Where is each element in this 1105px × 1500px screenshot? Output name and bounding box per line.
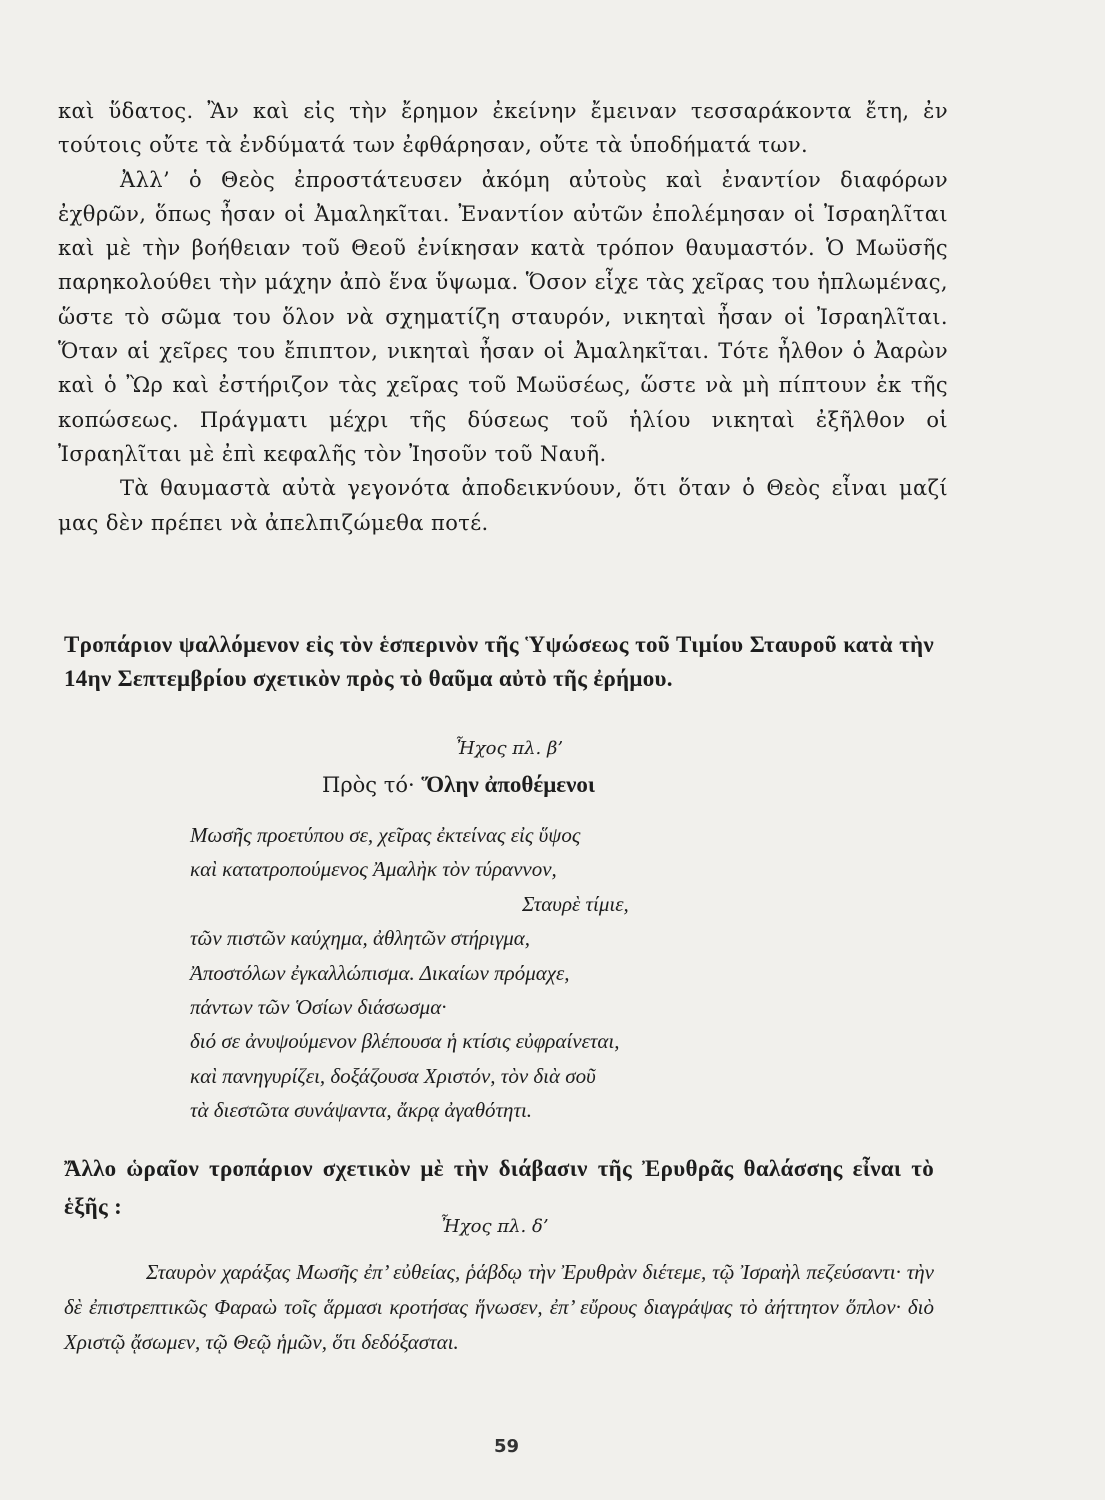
hymn-1-line: καὶ κατατροπούμενος Ἀμαλὴκ τὸν τύραννον, (190, 857, 557, 882)
section-heading-troparion: Τροπάριον ψαλλόμενον εἰς τὸν ἑσπερινὸν τῆς Ὑψώσεως τοῦ Τιμίου Σταυροῦ κατὰ τὴν 14ην Σεπτεμβρίου σχετικὸν πρὸς τὸ θαῦμα αὐτὸ τῆς ἐρήμου. (64, 632, 934, 691)
tone-label-2: Ἦχος πλ. δ’ (440, 1216, 549, 1237)
hymn-1-line: Μωσῆς προετύπου σε, χεῖρας ἐκτείνας εἰς ὕψος (190, 823, 581, 847)
section-heading-red-sea: Ἄλλο ὡραῖον τροπάριον σχετικὸν μὲ τὴν διάβασιν τῆς Ἐρυθρᾶς θαλάσσης εἶναι τὸ ἑξῆς : (64, 1156, 934, 1219)
hymn-1 (190, 818, 629, 1128)
paragraph-1: καὶ ὕδατος. Ἂν καὶ εἰς τὴν ἔρημον ἐκείνην ἔμειναν τεσσαράκοντα ἔτη, ἐν τούτοις οὔτε τὰ ἐνδύματά των ἐφθάρησαν, οὔτε τὰ ὑποδήματά των. (58, 99, 948, 158)
prosomoion-prefix: Πρὸς τό· (322, 773, 415, 797)
hymn-1-line: καὶ πανηγυρίζει, δοξάζουσα Χριστόν, τὸν διὰ σοῦ (190, 1063, 596, 1088)
prosomoion-line (322, 772, 595, 798)
hymn-1-line: τὰ διεστῶτα συνάψαντα, ἄκρᾳ ἀγαθότητι. (190, 1098, 533, 1123)
hymn-1-line: διό σε ἀνυψούμενον βλέπουσα ἡ κτίσις εὐφραίνεται, (190, 1029, 620, 1054)
paragraph-3: Τὰ θαυμαστὰ αὐτὰ γεγονότα ἀποδεικνύουν, ὅτι ὅταν ὁ Θεὸς εἶναι μαζί μας δὲν πρέπει νὰ ἀπελπιζώμεθα ποτέ. (58, 476, 948, 535)
hymn-1-line: τῶν πιστῶν καύχημα, ἀθλητῶν στήριγμα, (190, 926, 531, 951)
hymn-2-text: Σταυρὸν χαράξας Μωσῆς ἐπ’ εὐθείας, ῥάβδῳ τὴν Ἐρυθρὰν διέτεμε, τῷ Ἰσραὴλ πεζεύσαντι· τὴν δὲ ἐπιστρεπτικῶς Φαραὼ τοῖς ἅρμασι κροτήσας ἥνωσεν, ἐπ’ εὔρους διαγράψας τὸ ἀήττητον ὅπλον· διὸ Χριστῷ ᾄσωμεν, τῷ Θεῷ ἡμῶν, ὅτι δεδόξασται. (64, 1260, 934, 1354)
page-number: 59 (494, 1436, 520, 1457)
hymn-1-line: Σταυρὲ τίμιε, (522, 891, 629, 916)
paragraph-2: Ἀλλ’ ὁ Θεὸς ἐπροστάτευσεν ἀκόμη αὐτοὺς καὶ ἐναντίον διαφόρων ἐχθρῶν, ὅπως ἦσαν οἱ Ἀμαληκῖται. Ἐναντίον αὐτῶν ἐπολέμησαν οἱ Ἰσραηλῖται καὶ μὲ τὴν βοήθειαν τοῦ Θεοῦ ἐνίκησαν κατὰ τρόπον θαυμαστόν. Ὁ Μωϋσῆς παρηκολούθει τὴν μάχην ἀπὸ ἕνα ὕψωμα. Ὅσον εἶχε τὰς χεῖρας του ἡπλωμένας, ὥστε τὸ σῶμα του ὅλον νὰ σχηματίζη σταυρόν, νικηταὶ ἦσαν οἱ Ἰσραηλῖται. Ὅταν αἱ χεῖρες του ἔπιπτον, νικηταὶ ἦσαν οἱ Ἀμαληκῖται. Τότε ἦλθον ὁ Ἀαρὼν καὶ ὁ Ὢρ καὶ ἐστήριζον τὰς χεῖρας τοῦ Μωϋσέως, ὥστε νὰ μὴ πίπτουν ἐκ τῆς κοπώσεως. Πράγματι μέχρι τῆς δύσεως τοῦ ἡλίου νικηταὶ ἐξῆλθον οἱ Ἰσραηλῖται μὲ ἐπὶ κεφαλῆς τὸν Ἰησοῦν τοῦ Ναυῆ. (58, 167, 948, 466)
tone-label-1: Ἦχος πλ. β’ (455, 738, 564, 759)
body-text (58, 94, 948, 540)
hymn-2 (64, 1255, 934, 1360)
prosomoion-melody: Ὅλην ἀποθέμενοι (421, 772, 596, 797)
hymn-1-line: πάντων τῶν Ὁσίων διάσωσμα· (190, 995, 447, 1020)
hymn-1-line: Ἀποστόλων ἐγκαλλώπισμα. Δικαίων πρόμαχε, (190, 960, 570, 985)
